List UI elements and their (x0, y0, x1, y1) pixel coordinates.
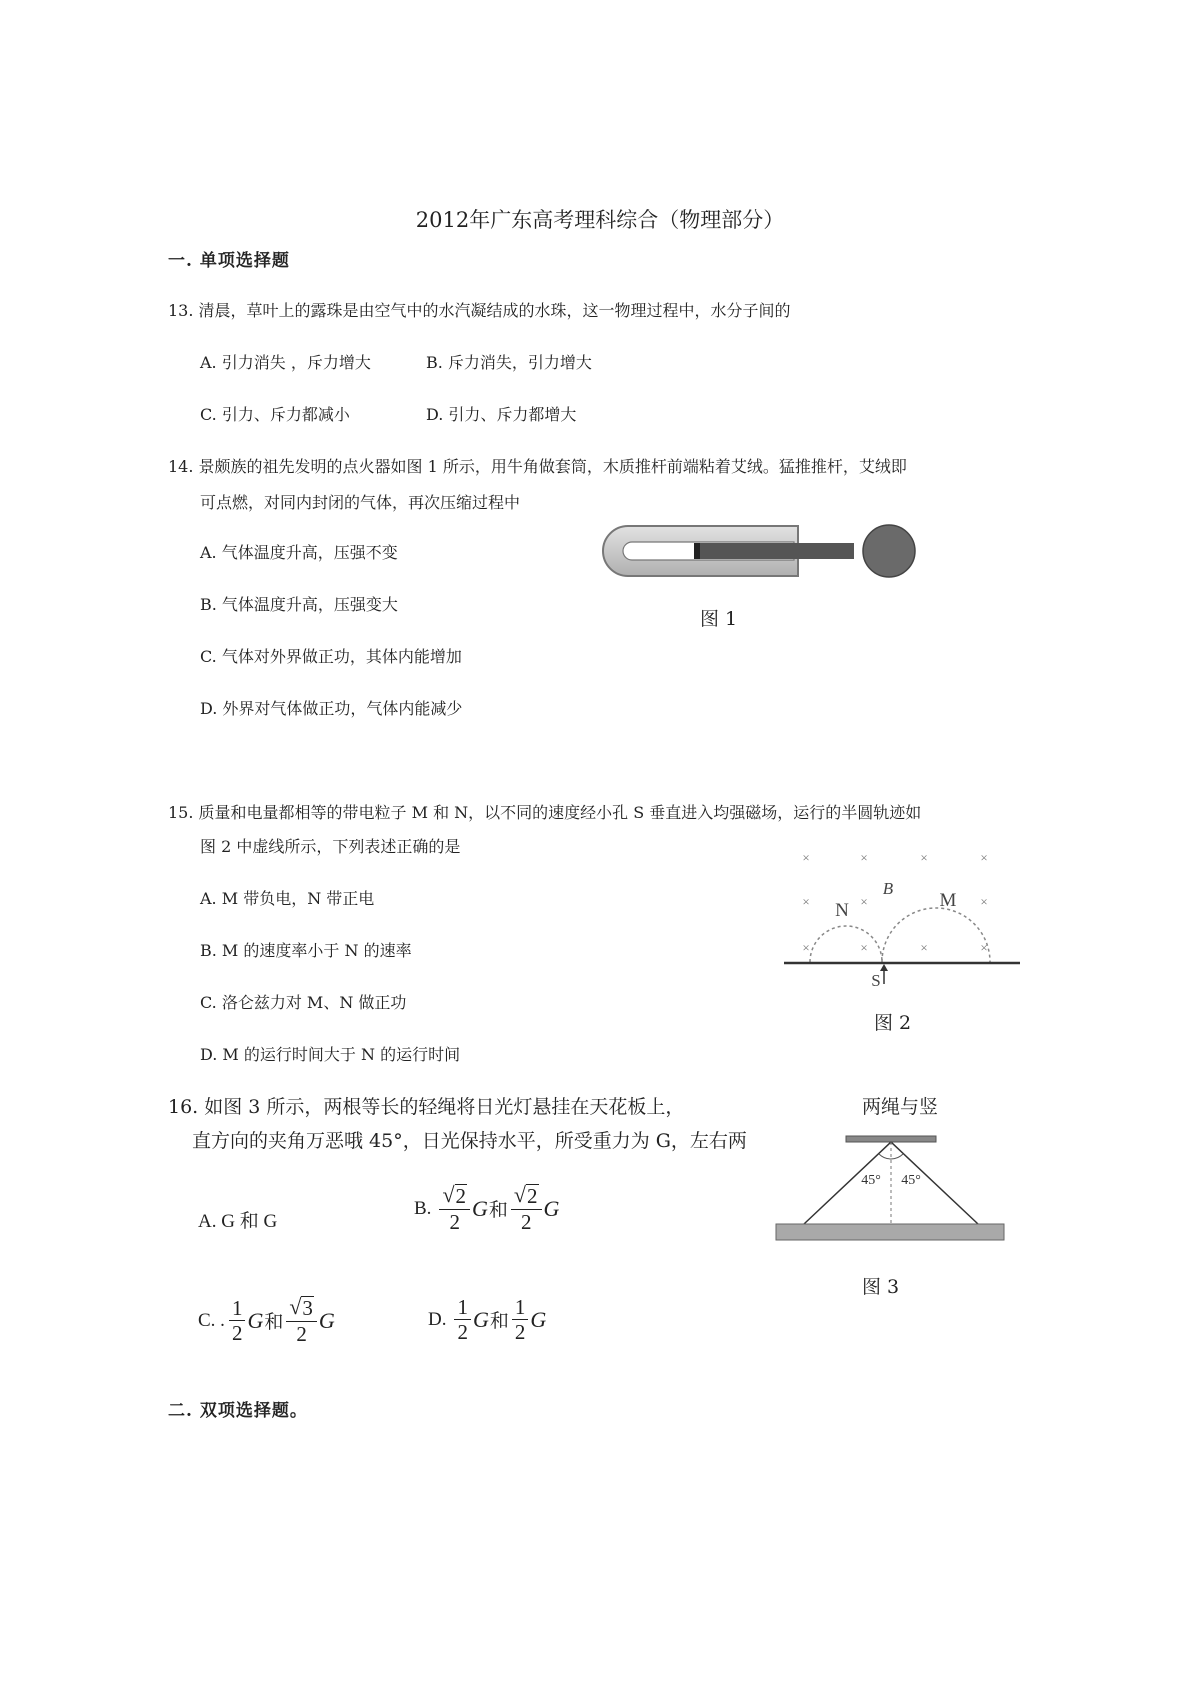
question-15-option-b: B. M 的速度率小于 N 的速率 (200, 941, 412, 960)
question-14-option-a: A. 气体温度升高，压强不变 (200, 543, 398, 562)
question-16-stem-line1-end: 两绳与竖 (862, 1096, 939, 1118)
fraction-1-over-2: $\frac{1}{2}$ (512, 1296, 529, 1343)
figure-2-caption: 图 2 (874, 1012, 912, 1034)
field-cross-mark: × (802, 850, 810, 865)
question-13-option-b: B. 斥力消失，引力增大 (426, 353, 592, 372)
label-b: B (882, 879, 894, 898)
field-cross-mark: × (920, 850, 928, 865)
question-16-option-b: B. √ 2 2 G 和 √ 2 2 G (414, 1182, 560, 1235)
question-16-option-a: A. G 和 G (198, 1211, 278, 1232)
option-c-label: C. . (198, 1309, 225, 1331)
question-15-stem-line1: 15. 质量和电量都相等的带电粒子 M 和 N，以不同的速度经小孔 S 垂直进入均强磁场，运行的半圆轨迹如 (168, 803, 922, 822)
field-cross-mark: × (860, 850, 868, 865)
option-d-label: D. (428, 1308, 447, 1330)
trajectory-n (810, 926, 882, 962)
question-13-option-a: A. 引力消失 ，斥力增大 (200, 353, 371, 372)
fraction-sqrt2-over-2: √ 2 2 (439, 1184, 470, 1233)
label-s: S (871, 971, 881, 990)
ceiling (846, 1136, 936, 1142)
field-cross-mark: × (980, 850, 988, 865)
option-b-label: B. (414, 1197, 432, 1219)
fraction-sqrt2-over-2: √ 2 2 (511, 1184, 542, 1233)
question-14-stem-line2: 可点燃，对同内封闭的气体，再次压缩过程中 (200, 493, 521, 512)
fraction-1-over-2: $\frac{1}{2}$ (454, 1296, 471, 1343)
question-15-option-a: A. M 带负电，N 带正电 (200, 889, 375, 908)
angle-label-left: 45° (861, 1173, 881, 1188)
question-14-option-b: B. 气体温度升高，压强变大 (200, 595, 398, 614)
question-16-stem-line1: 16. 如图 3 所示，两根等长的轻绳将日光灯悬挂在天花板上， (168, 1096, 685, 1118)
fraction-1-over-2: $\frac{1}{2}$ (229, 1297, 246, 1344)
section-heading-single-choice: 一. 单项选择题 (168, 251, 290, 271)
question-13-option-c: C. 引力、斥力都减小 (200, 405, 350, 424)
fluorescent-lamp (776, 1224, 1004, 1240)
figure-1-caption: 图 1 (700, 608, 738, 630)
field-cross-mark: × (980, 940, 988, 955)
section-heading-double-choice: 二. 双项选择题。 (168, 1401, 308, 1421)
question-15-stem-line2: 图 2 中虚线所示，下列表述正确的是 (200, 837, 461, 856)
question-14-stem-line1: 14. 景颇族的祖先发明的点火器如图 1 所示，用牛角做套筒，木质推杆前端粘着艾绒。猛推推杆，艾绒即 (168, 457, 907, 476)
figure-2-magnetic-field-diagram (770, 842, 1040, 992)
label-m: M (939, 890, 957, 911)
trajectory-m (882, 908, 990, 962)
field-cross-mark: × (860, 894, 868, 909)
question-14-option-c: C. 气体对外界做正功，其体内能增加 (200, 647, 462, 666)
label-n: N (835, 900, 849, 921)
question-16-option-d: D. $\frac{1}{2}$ G 和 $\frac{1}{2}$ G (428, 1295, 547, 1345)
question-14-option-d: D. 外界对气体做正功，气体内能减少 (200, 699, 463, 718)
fraction-sqrt3-over-2: √ 3 2 (286, 1296, 317, 1345)
field-cross-mark: × (802, 894, 810, 909)
figure-3-lamp-suspension-diagram (770, 1132, 1010, 1248)
question-15-option-c: C. 洛仑兹力对 M、N 做正功 (200, 993, 407, 1012)
page-title: 2012年广东高考理科综合（物理部分） (415, 208, 785, 232)
figure-1-igniter-diagram (598, 518, 918, 584)
angle-label-right: 45° (901, 1173, 921, 1188)
question-16-stem-line2: 直方向的夹角万恶哦 45°，日光保持水平，所受重力为 G，左右两 (192, 1130, 747, 1152)
field-cross-mark: × (802, 940, 810, 955)
question-13-option-d: D. 引力、斥力都增大 (426, 405, 577, 424)
question-15-option-d: D. M 的运行时间大于 N 的运行时间 (200, 1045, 461, 1064)
field-cross-mark: × (980, 894, 988, 909)
figure-3-caption: 图 3 (862, 1276, 900, 1298)
question-13-stem: 13. 清晨，草叶上的露珠是由空气中的水汽凝结成的水珠，这一物理过程中，水分子间的 (168, 301, 791, 320)
field-cross-mark: × (920, 940, 928, 955)
question-16-option-c: C. . $\frac{1}{2}$ G 和 √ 3 2 G (198, 1294, 335, 1347)
field-cross-mark: × (860, 940, 868, 955)
